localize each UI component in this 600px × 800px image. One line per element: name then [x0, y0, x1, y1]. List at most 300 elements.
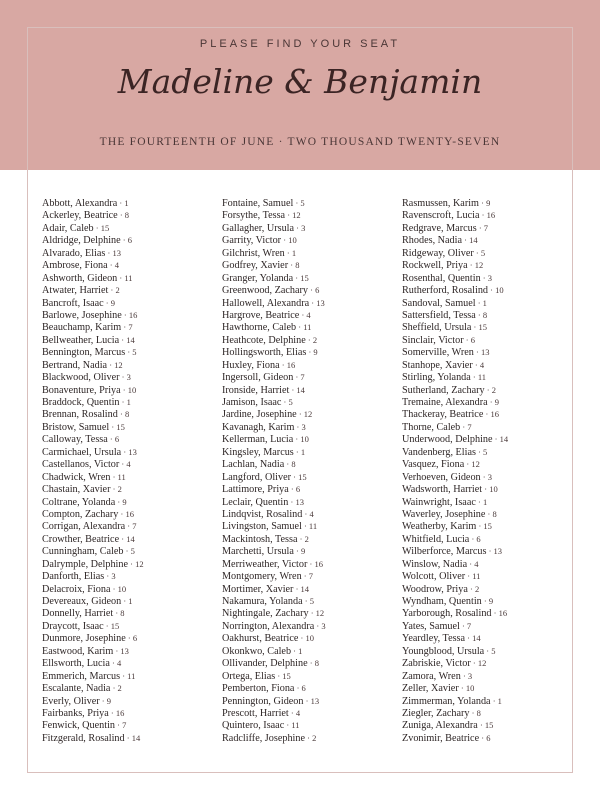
guest-name: Oakhurst, Beatrice: [222, 633, 299, 645]
separator-dot: ·: [288, 707, 296, 718]
guest-name: Lachlan, Nadia: [222, 459, 285, 471]
table-number: 15: [100, 222, 110, 233]
separator-dot: ·: [463, 334, 471, 345]
guest-entry: [42, 421, 217, 433]
guest-entry: [402, 371, 577, 383]
table-number: 2: [474, 583, 480, 594]
guest-name: Compton, Zachary: [42, 508, 119, 520]
separator-dot: ·: [469, 533, 477, 544]
separator-dot: ·: [488, 285, 496, 296]
guest-entry: [222, 446, 397, 458]
separator-dot: ·: [467, 583, 475, 594]
guest-entry: [222, 719, 397, 731]
table-number: 7: [132, 521, 137, 532]
separator-dot: ·: [475, 496, 483, 507]
guest-entry: [42, 620, 217, 632]
guest-entry: [402, 359, 577, 371]
guest-name: Mortimer, Xavier: [222, 583, 294, 595]
guest-entry: [42, 471, 217, 483]
separator-dot: ·: [107, 260, 115, 271]
guest-entry: [402, 545, 577, 557]
guest-name: Fenwick, Quentin: [42, 720, 115, 732]
guest-entry: [222, 259, 397, 271]
table-number: 13: [493, 546, 503, 557]
guest-entry: [42, 334, 217, 346]
guest-entry: [402, 632, 577, 644]
table-number: 10: [305, 633, 314, 644]
guest-name: Lindqvist, Rosalind: [222, 508, 303, 520]
separator-dot: ·: [108, 707, 116, 718]
separator-dot: ·: [289, 384, 297, 395]
separator-dot: ·: [121, 446, 129, 457]
guest-entry: [402, 197, 577, 209]
guest-entry: [42, 408, 217, 420]
separator-dot: ·: [125, 633, 133, 644]
guest-name: Emmerich, Marcus: [42, 670, 121, 682]
table-number: 13: [480, 347, 490, 358]
table-number: 10: [117, 583, 127, 594]
guest-entry: [42, 458, 217, 470]
table-number: 2: [304, 533, 309, 544]
separator-dot: ·: [472, 359, 480, 370]
separator-dot: ·: [480, 272, 488, 283]
guest-name: Wyndham, Quentin: [402, 596, 482, 607]
guest-name: Ellsworth, Lucia: [42, 658, 110, 670]
table-number: 16: [286, 359, 296, 370]
guest-name: Ashworth, Gideon: [42, 272, 118, 284]
table-number: 16: [498, 608, 508, 619]
separator-dot: ·: [293, 446, 301, 457]
table-number: 11: [127, 670, 136, 681]
separator-dot: ·: [121, 322, 129, 333]
guest-name: Danforth, Elias: [42, 571, 105, 583]
separator-dot: ·: [99, 695, 107, 706]
separator-dot: ·: [104, 571, 112, 582]
table-number: 7: [483, 222, 489, 233]
separator-dot: ·: [299, 309, 307, 320]
guest-name: Sandoval, Samuel: [402, 297, 476, 309]
table-number: 1: [482, 496, 488, 507]
guest-entry: [222, 396, 397, 408]
separator-dot: ·: [284, 247, 292, 258]
guest-entry: [42, 222, 217, 234]
guest-entry: [222, 284, 397, 296]
guest-entry: [42, 632, 217, 644]
guest-name: Livingston, Samuel: [222, 521, 302, 533]
guest-name: Pemberton, Fiona: [222, 683, 295, 695]
guest-name: Chastain, Xavier: [42, 484, 111, 496]
separator-dot: ·: [120, 670, 128, 681]
table-number: 5: [130, 546, 135, 557]
guest-name: Hollingsworth, Elias: [222, 347, 307, 359]
table-number: 3: [301, 222, 306, 233]
separator-dot: ·: [113, 608, 121, 619]
guest-name: Blackwood, Oliver: [42, 372, 120, 384]
separator-dot: ·: [279, 359, 287, 370]
guest-name: Delacroix, Fiona: [42, 583, 111, 595]
guest-name: Everly, Oliver: [42, 695, 100, 707]
separator-dot: ·: [115, 720, 123, 731]
guest-entry: [402, 321, 577, 333]
guest-name: Dalrymple, Delphine: [42, 558, 129, 570]
guest-entry: [42, 545, 217, 557]
separator-dot: ·: [288, 496, 296, 507]
guest-name: Merriweather, Victor: [222, 558, 308, 570]
guest-entry: [402, 583, 577, 595]
guest-name: Vandenberg, Elias: [402, 446, 476, 458]
guest-name: Wainwright, Isaac: [402, 496, 476, 508]
separator-dot: ·: [293, 372, 301, 383]
separator-dot: ·: [491, 608, 499, 619]
guest-entry: [222, 620, 397, 632]
guest-entry: [42, 719, 217, 731]
guest-name: Draycott, Isaac: [42, 620, 104, 632]
guest-name: Wilberforce, Marcus: [402, 546, 487, 558]
guest-name: Rasmussen, Karim: [402, 198, 479, 209]
guest-name: Yates, Samuel: [402, 620, 460, 632]
separator-dot: ·: [479, 210, 487, 221]
guest-name: Vasquez, Fiona: [402, 459, 465, 471]
table-number: 11: [477, 372, 487, 383]
guest-entry: [222, 595, 397, 607]
table-number: 2: [312, 334, 318, 345]
table-number: 16: [128, 309, 138, 320]
table-number: 11: [117, 471, 126, 482]
guest-entry: [402, 520, 577, 532]
separator-dot: ·: [481, 596, 489, 606]
table-number: 14: [499, 434, 509, 445]
guest-name: Woodrow, Priya: [402, 583, 468, 595]
couple-names: Madeline & Benjamin: [117, 62, 483, 101]
separator-dot: ·: [465, 633, 473, 644]
guest-entry: [222, 483, 397, 495]
guest-entry: [402, 421, 577, 433]
guest-name: Devereaux, Gideon: [42, 596, 122, 607]
guest-entry: [402, 645, 577, 657]
table-number: 12: [292, 210, 301, 221]
separator-dot: ·: [492, 434, 500, 445]
guest-name: Ingersoll, Gideon: [222, 372, 294, 384]
guest-entry: [42, 197, 217, 209]
guest-name: Norrington, Alexandra: [222, 620, 315, 632]
guest-entry: [42, 446, 217, 458]
separator-dot: ·: [119, 334, 127, 345]
guest-name: Kellerman, Lucia: [222, 434, 294, 446]
separator-dot: ·: [119, 459, 127, 470]
guest-name: Sheffield, Ursula: [402, 322, 472, 334]
guest-entry: [222, 222, 397, 234]
guest-name: Crowther, Beatrice: [42, 533, 120, 545]
guest-name: Ziegler, Zachary: [402, 707, 470, 719]
guest-entry: [402, 446, 577, 458]
guest-entry: [402, 496, 577, 508]
guest-name: Wolcott, Oliver: [402, 571, 466, 583]
table-number: 13: [310, 695, 320, 706]
guest-name: Rosenthal, Quentin: [402, 272, 481, 284]
guest-name: Donnelly, Harriet: [42, 608, 114, 620]
table-number: 7: [128, 322, 133, 333]
table-number: 1: [124, 198, 129, 208]
guest-entry: [402, 657, 577, 669]
guest-name: Beauchamp, Karim: [42, 322, 122, 334]
table-number: 15: [478, 322, 488, 333]
guest-name: Carmichael, Ursula: [42, 446, 122, 458]
table-number: 13: [128, 446, 137, 457]
guest-entry: [222, 321, 397, 333]
separator-dot: ·: [288, 260, 296, 271]
table-number: 4: [474, 558, 479, 569]
guest-name: Gilchrist, Wren: [222, 247, 285, 259]
guest-name: Nakamura, Yolanda: [222, 596, 303, 607]
guest-name: Huxley, Fiona: [222, 359, 280, 371]
separator-dot: ·: [125, 347, 133, 358]
separator-dot: ·: [281, 235, 289, 246]
separator-dot: ·: [487, 397, 495, 407]
table-number: 13: [295, 496, 304, 507]
guest-name: Fairbanks, Priya: [42, 707, 109, 719]
guest-name: Wadsworth, Harriet: [402, 484, 483, 496]
guest-name: Sattersfield, Tessa: [402, 309, 476, 321]
guest-entry: [222, 707, 397, 719]
guest-entry: [222, 471, 397, 483]
guest-entry: [42, 346, 217, 358]
guest-entry: [222, 234, 397, 246]
guest-entry: [402, 719, 577, 731]
table-number: 1: [482, 297, 487, 308]
guest-entry: [222, 433, 397, 445]
table-number: 14: [126, 334, 135, 345]
table-number: 2: [115, 285, 120, 296]
separator-dot: ·: [117, 198, 125, 208]
guest-entry: [402, 695, 577, 707]
guest-name: Kavanagh, Karim: [222, 421, 295, 433]
guest-entry: [222, 458, 397, 470]
table-number: 1: [126, 397, 131, 407]
separator-dot: ·: [110, 471, 118, 482]
table-number: 7: [122, 720, 127, 731]
guest-name: Zeller, Xavier: [402, 683, 459, 695]
separator-dot: ·: [124, 732, 132, 743]
guest-name: Somerville, Wren: [402, 347, 474, 359]
table-number: 15: [116, 421, 125, 432]
table-number: 2: [117, 683, 122, 694]
guest-entry: [402, 297, 577, 309]
guest-entry: [402, 234, 577, 246]
guest-entry: [402, 408, 577, 420]
separator-dot: ·: [120, 235, 128, 246]
separator-dot: ·: [293, 434, 301, 445]
table-number: 8: [120, 608, 125, 619]
table-number: 12: [315, 608, 325, 619]
guest-name: Sutherland, Zachary: [402, 384, 485, 396]
guest-entry: [42, 657, 217, 669]
guest-name: Nightingale, Zachary: [222, 608, 309, 620]
guest-name: Ollivander, Delphine: [222, 658, 308, 670]
guest-name: Zvonimir, Beatrice: [402, 732, 480, 744]
guest-entry: [42, 645, 217, 657]
guest-entry: [42, 234, 217, 246]
separator-dot: ·: [296, 322, 304, 333]
table-number: 4: [295, 707, 301, 718]
separator-dot: ·: [119, 533, 127, 544]
table-number: 2: [117, 484, 122, 495]
guest-name: Zuniga, Alexandra: [402, 720, 478, 732]
table-number: 4: [309, 508, 314, 519]
separator-dot: ·: [291, 645, 299, 656]
separator-dot: ·: [471, 322, 479, 333]
separator-dot: ·: [118, 508, 126, 519]
guest-name: Cunningham, Caleb: [42, 546, 124, 558]
separator-dot: ·: [467, 558, 475, 569]
guest-entry: [402, 707, 577, 719]
guest-entry: [42, 359, 217, 371]
guest-entry: [402, 732, 577, 744]
guest-entry: [42, 732, 217, 744]
separator-dot: ·: [103, 297, 111, 308]
guest-name: Winslow, Nadia: [402, 558, 468, 570]
separator-dot: ·: [93, 222, 101, 233]
guest-column-2: [222, 197, 397, 744]
guest-entry: [402, 682, 577, 694]
guest-name: Forsythe, Tessa: [222, 210, 286, 222]
guest-entry: [42, 297, 217, 309]
guest-entry: [42, 682, 217, 694]
guest-name: Yeardley, Tessa: [402, 633, 466, 645]
separator-dot: ·: [284, 459, 292, 470]
separator-dot: ·: [459, 620, 467, 631]
guest-entry: [222, 334, 397, 346]
separator-dot: ·: [108, 285, 116, 296]
guest-name: Bonaventure, Priya: [42, 384, 121, 396]
table-number: 4: [114, 260, 119, 271]
guest-name: Zabriskie, Victor: [402, 658, 471, 670]
table-number: 3: [126, 372, 131, 383]
separator-dot: ·: [110, 583, 118, 594]
guest-name: Kingsley, Marcus: [222, 446, 294, 458]
separator-dot: ·: [473, 347, 481, 358]
separator-dot: ·: [485, 508, 493, 519]
table-number: 8: [291, 459, 296, 470]
guest-name: Verhoeven, Gideon: [402, 471, 481, 483]
table-number: 5: [480, 247, 486, 258]
guest-entry: [42, 595, 217, 607]
separator-dot: ·: [305, 732, 313, 743]
table-number: 8: [124, 210, 130, 221]
separator-dot: ·: [301, 521, 309, 532]
table-number: 14: [472, 633, 481, 644]
separator-dot: ·: [309, 297, 317, 308]
table-number: 5: [300, 198, 305, 208]
guest-name: Ravenscroft, Lucia: [402, 210, 480, 222]
guest-entry: [222, 657, 397, 669]
table-number: 12: [474, 260, 484, 271]
separator-dot: ·: [307, 558, 315, 569]
separator-dot: ·: [110, 484, 118, 495]
separator-dot: ·: [107, 359, 115, 370]
guest-entry: [222, 558, 397, 570]
table-number: 8: [482, 309, 488, 320]
separator-dot: ·: [465, 571, 473, 582]
table-number: 11: [291, 720, 300, 731]
table-number: 12: [303, 409, 313, 420]
separator-dot: ·: [305, 334, 313, 345]
guest-entry: [222, 645, 397, 657]
table-number: 9: [300, 546, 306, 557]
table-number: 14: [300, 583, 310, 594]
guest-name: Eastwood, Karim: [42, 645, 114, 657]
table-number: 3: [487, 272, 493, 283]
guest-entry: [222, 384, 397, 396]
guest-entry: [222, 197, 397, 209]
guest-name: Ambrose, Fiona: [42, 260, 108, 272]
guest-entry: [402, 483, 577, 495]
guest-name: Jamison, Isaac: [222, 397, 282, 408]
guest-entry: [222, 346, 397, 358]
table-number: 16: [490, 409, 499, 420]
table-number: 8: [476, 707, 481, 718]
table-number: 11: [308, 521, 318, 532]
guest-name: Ackerley, Beatrice: [42, 210, 118, 222]
guest-entry: [42, 284, 217, 296]
guest-entry: [402, 570, 577, 582]
separator-dot: ·: [479, 732, 487, 743]
table-number: 2: [312, 732, 317, 743]
separator-dot: ·: [473, 247, 481, 258]
table-number: 13: [316, 297, 325, 308]
separator-dot: ·: [302, 596, 310, 606]
table-number: 5: [288, 397, 293, 407]
guest-name: Marchetti, Ursula: [222, 546, 294, 558]
table-number: 15: [484, 720, 494, 731]
guest-column-1: [42, 197, 217, 744]
guest-name: Dunmore, Josephine: [42, 633, 126, 645]
table-number: 7: [467, 421, 472, 432]
guest-entry: [42, 321, 217, 333]
guest-entry: [402, 607, 577, 619]
separator-dot: ·: [119, 397, 127, 407]
table-number: 1: [291, 247, 297, 258]
guest-entry: [402, 471, 577, 483]
separator-dot: ·: [475, 309, 483, 320]
table-number: 16: [314, 558, 323, 569]
table-number: 14: [469, 235, 478, 246]
table-number: 6: [114, 434, 120, 445]
guest-name: Leclair, Quentin: [222, 496, 289, 508]
table-number: 8: [314, 658, 319, 669]
table-number: 8: [124, 409, 130, 420]
separator-dot: ·: [288, 484, 296, 495]
table-number: 5: [132, 347, 137, 358]
guest-entry: [402, 209, 577, 221]
table-number: 6: [301, 683, 306, 694]
separator-dot: ·: [475, 446, 484, 457]
guest-name: Thackeray, Beatrice: [402, 409, 484, 421]
guest-entry: [42, 396, 217, 408]
separator-dot: ·: [458, 683, 466, 694]
separator-dot: ·: [469, 707, 477, 718]
guest-entry: [42, 496, 217, 508]
guest-entry: [222, 607, 397, 619]
table-number: 4: [126, 459, 131, 470]
guest-entry: [222, 297, 397, 309]
table-number: 6: [295, 484, 301, 495]
guest-entry: [222, 421, 397, 433]
guest-name: Fontaine, Samuel: [222, 198, 294, 209]
guest-name: Aldridge, Delphine: [42, 235, 121, 247]
top-line: PLEASE FIND YOUR SEAT: [199, 38, 401, 50]
guest-entry: [42, 309, 217, 321]
guest-entry: [222, 209, 397, 221]
